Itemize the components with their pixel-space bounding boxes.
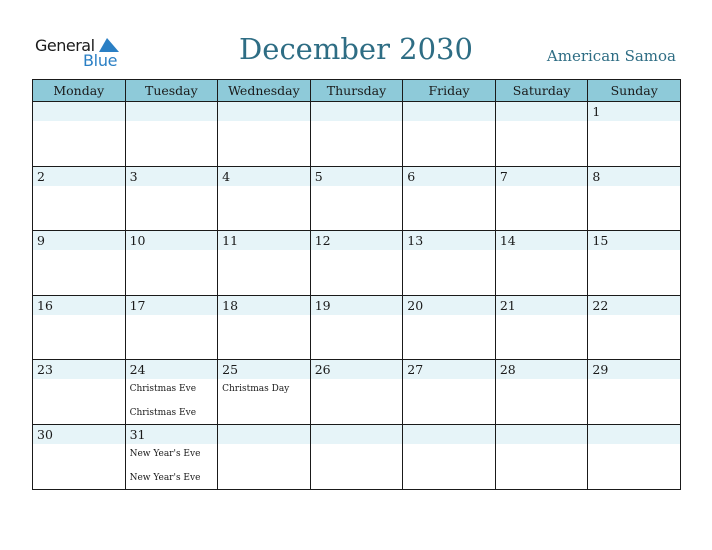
day-number: 20 [407,297,424,313]
day-number: 23 [37,362,53,378]
calendar-day-cell [33,166,126,231]
day-number: 30 [37,426,53,442]
day-number [403,425,495,444]
calendar-day-cell [33,424,126,489]
calendar-day-cell [125,295,218,360]
day-number [218,102,310,121]
day-number [496,102,588,121]
day-number [126,102,218,121]
calendar-day-cell [495,360,588,425]
calendar-day-cell [218,424,311,489]
calendar-day-cell [403,424,496,489]
calendar-day-cell [33,231,126,296]
weekday-header: Thursday [310,80,403,102]
day-number [496,425,588,444]
calendar-day-cell [33,295,126,360]
calendar-day-cell [125,231,218,296]
calendar-day-cell [495,102,588,167]
calendar-day-cell [588,424,681,489]
weekday-header: Monday [33,80,126,102]
calendar-day-cell [403,166,496,231]
day-number: 31 [129,426,146,442]
calendar-day-cell [310,231,403,296]
calendar-day-cell [310,424,403,489]
day-number: 3 [129,168,138,184]
logo-text-general: General [35,36,95,55]
day-number: 24 [129,362,146,378]
calendar-week-row [33,295,681,360]
calendar-day-cell [403,295,496,360]
holiday-label: Christmas Eve [129,408,197,419]
weekday-header: Tuesday [125,80,218,102]
day-number: 1 [592,104,601,119]
day-number: 5 [314,168,323,184]
day-number: 21 [499,297,516,313]
calendar-day-cell [403,102,496,167]
day-number [33,102,125,121]
calendar-day-cell [310,166,403,231]
calendar-week-row [33,360,681,425]
calendar-day-cell [310,360,403,425]
day-number: 22 [592,297,609,313]
calendar-region: American Samoa [546,47,676,65]
calendar-day-cell [588,231,681,296]
day-number: 28 [499,362,516,378]
day-number: 4 [222,168,231,184]
calendar-week-row [33,424,681,489]
weekday-header: Saturday [495,80,588,102]
calendar-day-cell [218,166,311,231]
calendar-day-cell [33,102,126,167]
calendar-day-cell [495,295,588,360]
weekday-header: Wednesday [218,80,311,102]
day-number [311,102,403,121]
day-number: 9 [37,233,45,249]
day-number: 27 [407,362,424,378]
day-number: 12 [314,233,331,249]
day-number: 26 [314,362,331,378]
calendar-day-cell [495,166,588,231]
day-number: 10 [129,233,146,249]
day-number [403,102,495,121]
day-number: 15 [592,233,609,249]
day-number: 18 [222,297,239,313]
calendar-day-cell [495,231,588,296]
day-number [311,425,403,444]
day-number: 17 [129,297,146,313]
day-number: 29 [592,362,609,378]
calendar-day-cell [310,102,403,167]
holiday-label: Christmas Day [222,384,290,395]
calendar-day-cell [495,424,588,489]
day-number: 8 [592,168,601,184]
day-number [218,425,310,444]
holiday-label: Christmas Eve [129,384,197,395]
calendar-day-cell [403,360,496,425]
calendar-day-cell [403,231,496,296]
calendar-day-cell [125,102,218,167]
day-number: 2 [37,168,45,184]
calendar-day-cell [588,295,681,360]
day-number: 14 [499,233,516,249]
calendar-day-cell [125,360,218,425]
calendar-day-cell [33,360,126,425]
logo-text-blue: Blue [83,51,118,70]
day-number: 25 [222,362,239,378]
calendar-week-row [33,166,681,231]
day-number: 11 [222,233,239,249]
holiday-label: New Year's Eve [129,472,201,483]
calendar-title: December 2030 [239,32,473,66]
calendar-day-cell [588,166,681,231]
calendar-day-cell [218,295,311,360]
calendar-day-cell [218,360,311,425]
calendar-day-cell [588,102,681,167]
weekday-header: Sunday [588,80,681,102]
calendar-day-cell [218,102,311,167]
day-number: 19 [314,297,331,313]
calendar-day-cell [218,231,311,296]
weekday-header-row [33,80,681,102]
day-number [588,425,680,444]
calendar-grid [32,79,681,490]
day-number: 7 [499,168,508,184]
weekday-header: Friday [403,80,496,102]
calendar-day-cell [310,295,403,360]
calendar-week-row [33,231,681,296]
day-number: 16 [37,297,53,313]
calendar-week-row [33,102,681,167]
day-number: 13 [407,233,424,249]
calendar-day-cell [125,166,218,231]
holiday-label: New Year's Eve [129,448,201,459]
calendar-day-cell [588,360,681,425]
calendar-day-cell [125,424,218,489]
day-number: 6 [407,168,416,184]
